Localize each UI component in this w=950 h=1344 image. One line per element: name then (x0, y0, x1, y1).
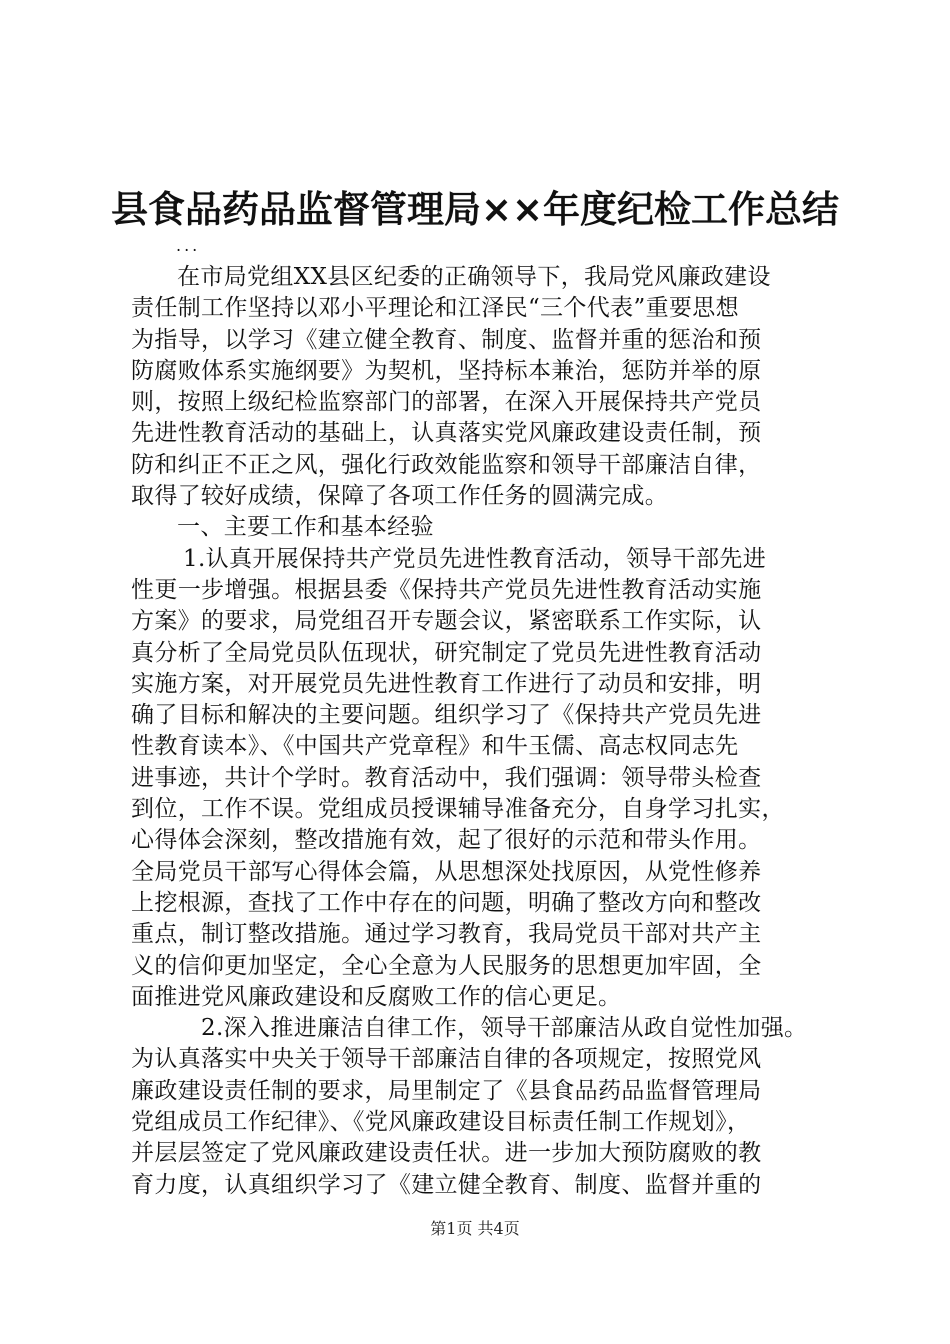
section-heading: 一、主要工作和基本经验 (177, 514, 434, 541)
text-line: 在市局党组XX县区纪委的正确领导下，我局党风廉政建设 (177, 264, 771, 290)
text-line: 真分析了全局党员队伍现状，研究制定了党员先进性教育活动 (131, 639, 762, 666)
text-line: 取得了较好成绩，保障了各项工作任务的圆满完成。 (131, 483, 669, 510)
text-line: 方案》的要求，局党组召开专题会议，紧密联系工作实际，认 (131, 608, 762, 635)
text-line: 面推进党风廉政建设和反腐败工作的信心更足。 (131, 983, 622, 1010)
document-title: 县食品药品监督管理局××年度纪检工作总结 (110, 188, 839, 231)
text-line: 防腐败体系实施纲要》为契机，坚持标本兼治，惩防并举的原 (131, 357, 762, 384)
text-line: 确了目标和解决的主要问题。组织学习了《保持共产党员先进 (131, 702, 762, 729)
text-line: 廉政建设责任制的要求，局里制定了《县食品药品监督管理局 (131, 1077, 762, 1104)
text-line: 心得体会深刻，整改措施有效，起了很好的示范和带头作用。 (131, 827, 762, 854)
document-body (131, 262, 833, 1201)
text-line: 上挖根源，查找了工作中存在的问题，明确了整改方向和整改 (131, 889, 762, 916)
text-line: 1.认真开展保持共产党员先进性教育活动，领导干部先进 (183, 545, 767, 572)
text-line: 重点，制订整改措施。通过学习教育，我局党员干部对共产主 (131, 921, 762, 948)
text-line: 为指导，以学习《建立健全教育、制度、监督并重的惩治和预 (131, 326, 762, 353)
text-line: 为认真落实中央关于领导干部廉洁自律的各项规定，按照党风 (131, 1046, 762, 1073)
text-line: 则，按照上级纪检监察部门的部署，在深入开展保持共产党员 (131, 389, 762, 416)
page-footer: 第1页 共4页 (430, 1219, 520, 1238)
text-line: 2.深入推进廉洁自律工作，领导干部廉洁从政自觉性加强。 (201, 1015, 808, 1042)
text-line: 并层层签定了党风廉政建设责任状。进一步加大预防腐败的教 (131, 1140, 762, 1167)
text-line: 责任制工作坚持以邓小平理论和江泽民“三个代表”重要思想 (131, 295, 739, 322)
text-line: 育力度，认真组织学习了《建立健全教育、制度、监督并重的 (131, 1171, 762, 1198)
text-line: 性教育读本》、《中国共产党章程》和牛玉儒、高志权同志先 (131, 733, 739, 760)
text-line: 进事迹，共计个学时。教育活动中，我们强调：领导带头检查 (131, 764, 762, 791)
ellipsis: ... (176, 236, 201, 255)
text-line: 实施方案，对开展党员先进性教育工作进行了动员和安排，明 (131, 670, 762, 697)
text-line: 性更一步增强。根据县委《保持共产党员先进性教育活动实施 (131, 576, 762, 603)
text-line: 全局党员干部写心得体会篇，从思想深处找原因，从党性修养 (131, 858, 762, 885)
text-line: 先进性教育活动的基础上，认真落实党风廉政建设责任制，预 (131, 420, 762, 447)
text-line: 义的信仰更加坚定，全心全意为人民服务的思想更加牢固，全 (131, 952, 762, 979)
text-line: 防和纠正不正之风，强化行政效能监察和领导干部廉洁自律， (131, 451, 762, 478)
text-line: 到位，工作不误。党组成员授课辅导准备充分，自身学习扎实， (131, 796, 785, 823)
text-line: 党组成员工作纪律》、《党风廉政建设目标责任制工作规划》， (131, 1109, 751, 1136)
